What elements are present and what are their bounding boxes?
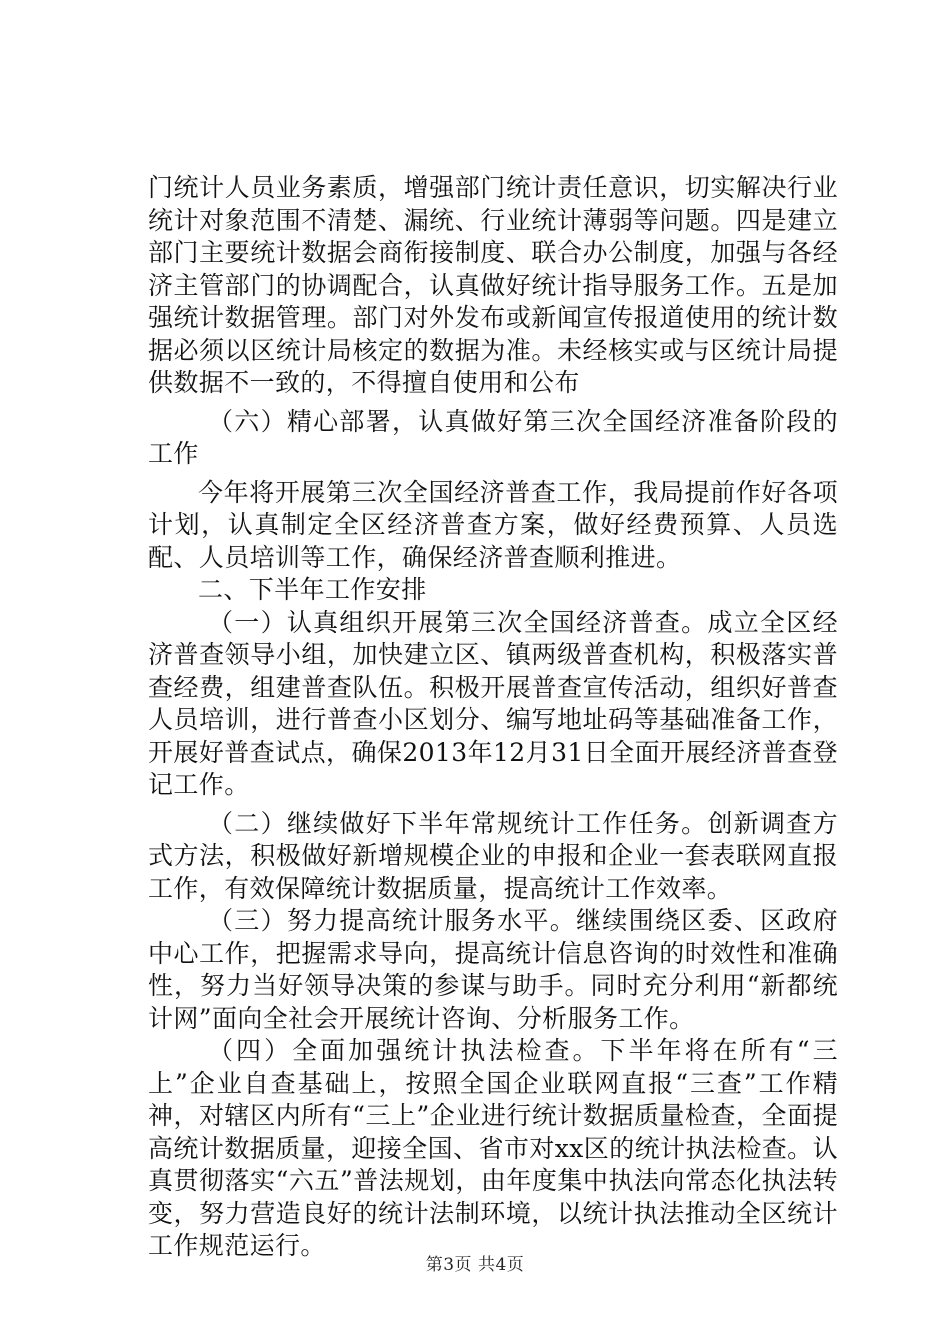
paragraph-census-plan: 今年将开展第三次全国经济普查工作，我局提前作好各项计划，认真制定全区经济普查方案，做好经费预算、人员选配、人员培训等工作，确保经济普查顺利推进。 bbox=[148, 477, 838, 572]
paragraph-continuation: 门统计人员业务素质，增强部门统计责任意识，切实解决行业统计对象范围不清楚、漏统、行业统计薄弱等问题。四是建立部门主要统计数据会商衔接制度、联合办公制度，加强与各经济主管部门的协调配合，认真做好统计指导服务工作。五是加强统计数据管理。部门对外发布或新闻宣传报道使用的统计数据必须以区统计局核定的数据为准。未经核实或与区统计局提供数据不一致的，不得擅自使用和公布 bbox=[148, 173, 838, 397]
page-number-footer: 第3页 共4页 bbox=[425, 1255, 525, 1275]
section-heading-second-half: 二、下半年工作安排 bbox=[198, 575, 427, 604]
paragraph-item-4: （四）全面加强统计执法检查。下半年将在所有“三上”企业自查基础上，按照全国企业联网直报“三查”工作精神，对辖区内所有“三上”企业进行统计数据质量检查，全面提高统计数据质量，迎接全国、省市对xx区的统计执法检查。认真贯彻落实“六五”普法规划，由年度集中执法向常态化执法转变，努力营造良好的统计法制环境，以统计执法推动全区统计工作规范运行。 bbox=[148, 1036, 838, 1260]
paragraph-item-1: （一）认真组织开展第三次全国经济普查。成立全区经济普查领导小组，加快建立区、镇两级普查机构，积极落实普查经费，组建普查队伍。积极开展普查宣传活动，组织好普查人员培训，进行普查小区划分、编写地址码等基础准备工作，开展好普查试点，确保2013年12月31日全面开展经济普查登记工作。 bbox=[148, 607, 838, 799]
section-heading-6: （六）精心部署，认真做好第三次全国经济准备阶段的工作 bbox=[148, 406, 838, 468]
paragraph-item-3: （三）努力提高统计服务水平。继续围绕区委、区政府中心工作，把握需求导向，提高统计信息咨询的时效性和准确性，努力当好领导决策的参谋与助手。同时充分利用“新都统计网”面向全社会开展统计咨询、分析服务工作。 bbox=[148, 906, 838, 1033]
paragraph-item-2: （二）继续做好下半年常规统计工作任务。创新调查方式方法，积极做好新增规模企业的申报和企业一套表联网直报工作，有效保障统计数据质量，提高统计工作效率。 bbox=[148, 808, 838, 903]
document-body bbox=[148, 172, 838, 1263]
